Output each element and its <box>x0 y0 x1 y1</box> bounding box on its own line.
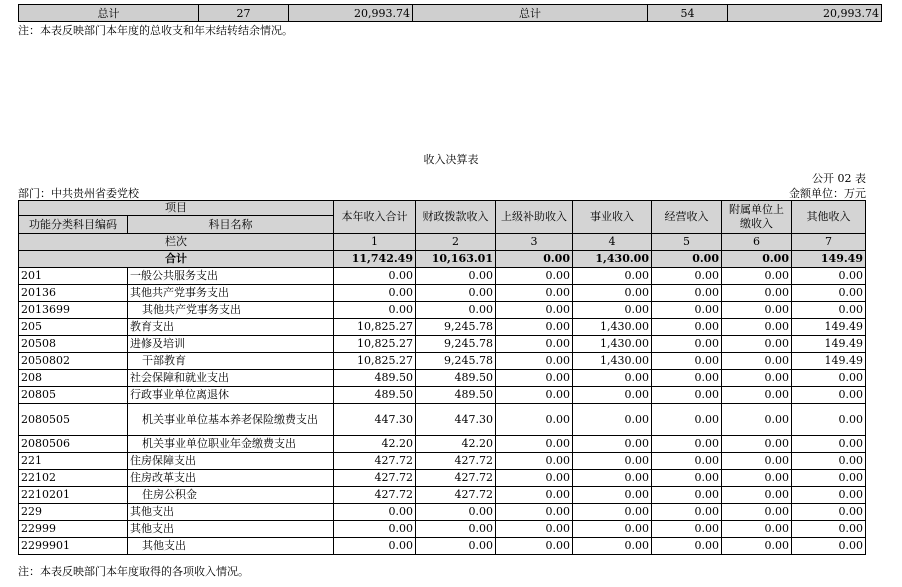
row-value: 0.00 <box>792 436 866 453</box>
row-code: 20136 <box>19 285 128 302</box>
row-value: 0.00 <box>496 319 573 336</box>
row-value: 149.49 <box>792 319 866 336</box>
total-count-right: 54 <box>648 5 728 22</box>
row-value: 0.00 <box>652 404 722 436</box>
row-value: 0.00 <box>573 370 652 387</box>
row-value: 447.30 <box>334 404 416 436</box>
row-value: 0.00 <box>652 285 722 302</box>
table-row <box>19 336 866 353</box>
table-row <box>19 370 866 387</box>
row-value: 9,245.78 <box>416 319 496 336</box>
row-name: 其他支出 <box>128 538 334 555</box>
total-value: 10,163.01 <box>416 251 496 268</box>
row-value: 0.00 <box>722 302 792 319</box>
row-value: 0.00 <box>573 268 652 285</box>
row-value: 0.00 <box>334 504 416 521</box>
row-code: 208 <box>19 370 128 387</box>
row-name: 进修及培训 <box>128 336 334 353</box>
row-value: 0.00 <box>792 504 866 521</box>
row-value: 42.20 <box>416 436 496 453</box>
row-value: 0.00 <box>334 302 416 319</box>
row-value: 0.00 <box>722 319 792 336</box>
row-value: 0.00 <box>416 538 496 555</box>
row-value: 0.00 <box>652 470 722 487</box>
row-value: 0.00 <box>496 436 573 453</box>
table-row <box>19 521 866 538</box>
header-code: 功能分类科目编码 <box>19 216 128 234</box>
header-lanci: 栏次 <box>19 234 334 251</box>
lanci-num: 5 <box>652 234 722 251</box>
row-value: 9,245.78 <box>416 336 496 353</box>
row-value: 0.00 <box>573 436 652 453</box>
total-amount-left: 20,993.74 <box>289 5 413 22</box>
row-name: 住房公积金 <box>128 487 334 504</box>
row-value: 0.00 <box>496 404 573 436</box>
row-value: 0.00 <box>334 285 416 302</box>
row-value: 0.00 <box>792 285 866 302</box>
row-code: 2050802 <box>19 353 128 370</box>
row-code: 205 <box>19 319 128 336</box>
lanci-num: 1 <box>334 234 416 251</box>
row-value: 0.00 <box>652 521 722 538</box>
row-value: 0.00 <box>652 302 722 319</box>
row-value: 1,430.00 <box>573 336 652 353</box>
row-value: 0.00 <box>722 453 792 470</box>
row-value: 0.00 <box>792 387 866 404</box>
lanci-num: 6 <box>722 234 792 251</box>
row-value: 0.00 <box>792 487 866 504</box>
lanci-num: 2 <box>416 234 496 251</box>
row-name: 机关事业单位职业年金缴费支出 <box>128 436 334 453</box>
unit-label: 金额单位：万元 <box>789 187 866 200</box>
total-value: 0.00 <box>496 251 573 268</box>
row-code: 22102 <box>19 470 128 487</box>
table-row <box>19 353 866 370</box>
row-value: 149.49 <box>792 336 866 353</box>
table-row <box>19 319 866 336</box>
header-col-6: 附属单位上缴收入 <box>722 201 792 234</box>
row-value: 0.00 <box>573 504 652 521</box>
row-value: 0.00 <box>722 404 792 436</box>
row-value: 0.00 <box>722 538 792 555</box>
row-value: 489.50 <box>416 370 496 387</box>
row-value: 0.00 <box>722 504 792 521</box>
row-value: 0.00 <box>652 370 722 387</box>
row-code: 229 <box>19 504 128 521</box>
row-value: 0.00 <box>496 487 573 504</box>
row-value: 0.00 <box>496 370 573 387</box>
department-label: 部门：中共贵州省委党校 <box>18 187 139 200</box>
row-value: 0.00 <box>722 487 792 504</box>
row-value: 0.00 <box>573 538 652 555</box>
header-col-3: 上级补助收入 <box>496 201 573 234</box>
row-value: 427.72 <box>334 470 416 487</box>
total-label-right: 总计 <box>413 5 648 22</box>
row-value: 0.00 <box>722 336 792 353</box>
row-name: 行政事业单位离退休 <box>128 387 334 404</box>
row-code: 201 <box>19 268 128 285</box>
row-value: 0.00 <box>792 521 866 538</box>
row-value: 0.00 <box>416 302 496 319</box>
row-name: 干部教育 <box>128 353 334 370</box>
row-value: 0.00 <box>652 268 722 285</box>
row-value: 0.00 <box>573 487 652 504</box>
row-value: 0.00 <box>652 319 722 336</box>
row-value: 0.00 <box>722 285 792 302</box>
row-value: 1,430.00 <box>573 353 652 370</box>
row-value: 489.50 <box>334 370 416 387</box>
row-value: 0.00 <box>334 268 416 285</box>
row-value: 0.00 <box>573 453 652 470</box>
row-code: 221 <box>19 453 128 470</box>
row-value: 427.72 <box>416 487 496 504</box>
row-code: 2210201 <box>19 487 128 504</box>
form-number: 公开 02 表 <box>812 172 866 185</box>
row-value: 0.00 <box>573 521 652 538</box>
row-name: 其他共产党事务支出 <box>128 302 334 319</box>
row-value: 0.00 <box>496 521 573 538</box>
row-value: 0.00 <box>792 538 866 555</box>
row-value: 0.00 <box>496 453 573 470</box>
row-value: 10,825.27 <box>334 353 416 370</box>
row-value: 0.00 <box>573 470 652 487</box>
row-value: 0.00 <box>416 285 496 302</box>
row-value: 0.00 <box>722 353 792 370</box>
row-value: 10,825.27 <box>334 336 416 353</box>
row-code: 2080506 <box>19 436 128 453</box>
lanci-num: 3 <box>496 234 573 251</box>
row-value: 0.00 <box>792 404 866 436</box>
row-value: 427.72 <box>334 453 416 470</box>
table-row <box>19 387 866 404</box>
row-value: 0.00 <box>496 504 573 521</box>
header-item: 项目 <box>19 201 334 216</box>
row-value: 0.00 <box>334 538 416 555</box>
row-value: 0.00 <box>496 336 573 353</box>
row-value: 0.00 <box>792 302 866 319</box>
row-value: 0.00 <box>496 302 573 319</box>
table-row <box>19 538 866 555</box>
header-col-5: 经营收入 <box>652 201 722 234</box>
row-name: 机关事业单位基本养老保险缴费支出 <box>128 404 334 436</box>
row-code: 2299901 <box>19 538 128 555</box>
row-value: 447.30 <box>416 404 496 436</box>
row-value: 0.00 <box>722 521 792 538</box>
summary-total-row <box>18 4 882 22</box>
row-value: 0.00 <box>722 470 792 487</box>
row-code: 20508 <box>19 336 128 353</box>
row-value: 0.00 <box>496 353 573 370</box>
row-value: 0.00 <box>573 285 652 302</box>
row-value: 427.72 <box>334 487 416 504</box>
row-name: 住房改革支出 <box>128 470 334 487</box>
row-value: 0.00 <box>496 285 573 302</box>
lanci-num: 4 <box>573 234 652 251</box>
table-row <box>19 285 866 302</box>
row-value: 149.49 <box>792 353 866 370</box>
row-value: 0.00 <box>652 353 722 370</box>
header-col-1: 本年收入合计 <box>334 201 416 234</box>
row-value: 0.00 <box>416 504 496 521</box>
row-name: 住房保障支出 <box>128 453 334 470</box>
row-value: 0.00 <box>496 470 573 487</box>
header-col-4: 事业收入 <box>573 201 652 234</box>
row-value: 0.00 <box>792 470 866 487</box>
total-label: 合计 <box>19 251 334 268</box>
row-value: 0.00 <box>416 268 496 285</box>
row-value: 0.00 <box>652 436 722 453</box>
row-value: 0.00 <box>792 268 866 285</box>
row-value: 0.00 <box>722 370 792 387</box>
total-count-left: 27 <box>199 5 289 22</box>
row-code: 2080505 <box>19 404 128 436</box>
row-value: 0.00 <box>573 404 652 436</box>
row-value: 0.00 <box>573 302 652 319</box>
row-value: 9,245.78 <box>416 353 496 370</box>
row-value: 0.00 <box>416 521 496 538</box>
table-row <box>19 470 866 487</box>
table-row <box>19 487 866 504</box>
table-row <box>19 453 866 470</box>
table-row <box>19 504 866 521</box>
row-name: 一般公共服务支出 <box>128 268 334 285</box>
total-value: 149.49 <box>792 251 866 268</box>
table-row <box>19 404 866 436</box>
row-value: 0.00 <box>652 538 722 555</box>
row-value: 0.00 <box>652 453 722 470</box>
table-row <box>19 436 866 453</box>
row-value: 1,430.00 <box>573 319 652 336</box>
row-code: 22999 <box>19 521 128 538</box>
row-value: 0.00 <box>652 504 722 521</box>
row-name: 其他支出 <box>128 521 334 538</box>
lanci-num: 7 <box>792 234 866 251</box>
row-code: 2013699 <box>19 302 128 319</box>
row-value: 0.00 <box>722 436 792 453</box>
row-value: 10,825.27 <box>334 319 416 336</box>
top-note: 注：本表反映部门本年度的总收支和年末结转结余情况。 <box>18 24 293 37</box>
header-col-7: 其他收入 <box>792 201 866 234</box>
table-row <box>19 302 866 319</box>
row-value: 427.72 <box>416 470 496 487</box>
row-value: 0.00 <box>496 387 573 404</box>
row-value: 0.00 <box>792 453 866 470</box>
total-label-left: 总计 <box>19 5 199 22</box>
income-table <box>18 200 866 555</box>
row-name: 其他共产党事务支出 <box>128 285 334 302</box>
bottom-note: 注：本表反映部门本年度取得的各项收入情况。 <box>18 565 249 578</box>
row-value: 0.00 <box>722 387 792 404</box>
total-value: 11,742.49 <box>334 251 416 268</box>
row-value: 489.50 <box>416 387 496 404</box>
page-title: 收入决算表 <box>423 153 479 166</box>
total-value: 0.00 <box>722 251 792 268</box>
total-value: 0.00 <box>652 251 722 268</box>
row-value: 0.00 <box>652 387 722 404</box>
row-name: 社会保障和就业支出 <box>128 370 334 387</box>
row-code: 20805 <box>19 387 128 404</box>
row-value: 0.00 <box>652 336 722 353</box>
row-value: 427.72 <box>416 453 496 470</box>
row-value: 0.00 <box>496 268 573 285</box>
row-value: 0.00 <box>496 538 573 555</box>
row-name: 教育支出 <box>128 319 334 336</box>
table-row <box>19 268 866 285</box>
row-value: 0.00 <box>652 487 722 504</box>
row-value: 0.00 <box>573 387 652 404</box>
row-value: 0.00 <box>722 268 792 285</box>
header-col-2: 财政拨款收入 <box>416 201 496 234</box>
row-value: 42.20 <box>334 436 416 453</box>
row-value: 0.00 <box>792 370 866 387</box>
total-value: 1,430.00 <box>573 251 652 268</box>
row-name: 其他支出 <box>128 504 334 521</box>
row-value: 489.50 <box>334 387 416 404</box>
header-name: 科目名称 <box>128 216 334 234</box>
total-amount-right: 20,993.74 <box>728 5 882 22</box>
row-value: 0.00 <box>334 521 416 538</box>
